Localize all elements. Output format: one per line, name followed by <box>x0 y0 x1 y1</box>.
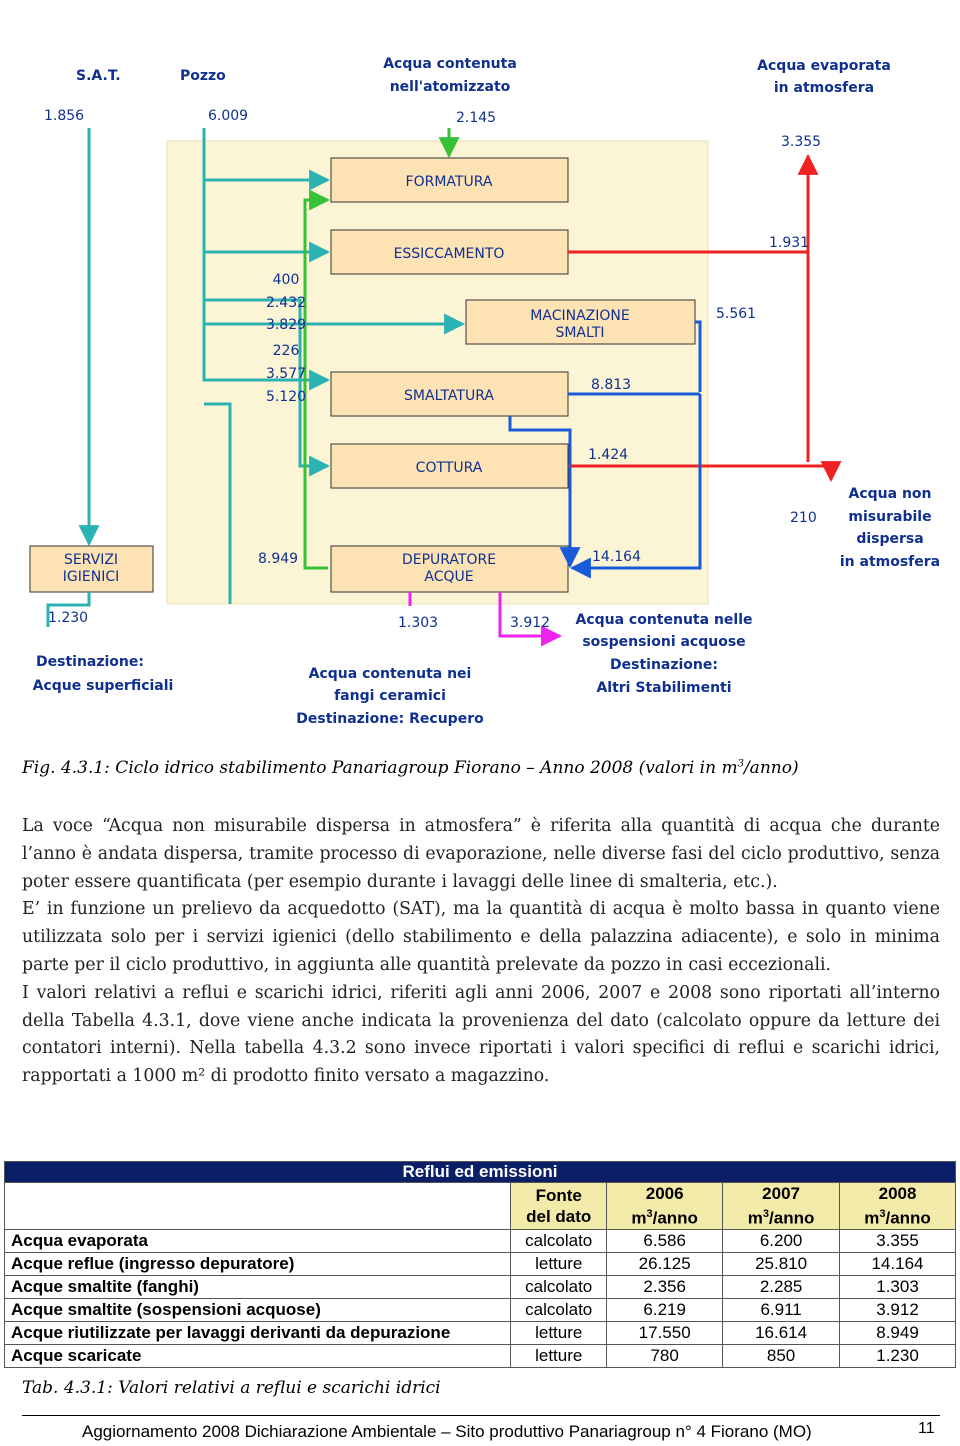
figure-caption-sup: 3 <box>737 758 744 770</box>
footer-divider <box>22 1415 940 1416</box>
fanghi-label-1: Acqua contenuta nei <box>308 666 472 682</box>
servizi-label-2: IGIENICI <box>62 569 120 585</box>
figure-caption-text: Fig. 4.3.1: Ciclo idrico stabilimento Panariagroup Fiorano – Anno 2008 (valori in m <box>22 758 738 778</box>
row-2008: 14.164 <box>840 1252 956 1275</box>
macinazione-label-2: SMALTI <box>555 325 605 341</box>
stack-value-2: 3.829 <box>265 317 307 333</box>
sat-label: S.A.T. <box>76 68 121 84</box>
stack-value-1: 2.432 <box>265 295 307 311</box>
row-label: Acque riutilizzate per lavaggi derivanti da depurazione <box>5 1321 511 1344</box>
essiccamento-label: ESSICCAMENTO <box>393 246 505 262</box>
year-label: 2007 <box>762 1184 800 1203</box>
table-header-row <box>5 1183 956 1230</box>
header-year-2007 <box>723 1183 840 1230</box>
sat-value: 1.856 <box>44 108 85 124</box>
value-1424: 1.424 <box>588 447 629 463</box>
atomizzato-value: 2.145 <box>456 110 497 126</box>
sospensioni-label-2: sospensioni acquose <box>582 634 746 650</box>
unit-sup: 3 <box>762 1208 770 1220</box>
value-1931: 1.931 <box>769 235 810 251</box>
row-2008: 1.303 <box>840 1275 956 1298</box>
table-row <box>5 1229 956 1252</box>
value-8949: 8.949 <box>258 551 299 567</box>
fanghi-label-2: fangi ceramici <box>334 688 446 704</box>
unit-pre: m <box>631 1208 647 1228</box>
superficiali-label-1: Destinazione: <box>36 654 144 670</box>
row-2006: 6.586 <box>607 1229 723 1252</box>
row-2006: 780 <box>607 1344 723 1367</box>
header-empty-cell <box>5 1183 511 1230</box>
row-fonte: letture <box>511 1344 607 1367</box>
row-fonte: calcolato <box>511 1298 607 1321</box>
table-caption: Tab. 4.3.1: Valori relativi a reflui e scarichi idrici <box>22 1378 441 1398</box>
row-2007: 6.911 <box>723 1298 840 1321</box>
value-8813: 8.813 <box>591 377 632 393</box>
macinazione-label-1: MACINAZIONE <box>530 308 630 324</box>
unit-pre: m <box>747 1208 763 1228</box>
figure-caption-suffix: /anno) <box>743 758 799 778</box>
superficiali-value: 1.230 <box>48 610 89 626</box>
unit-pre: m <box>864 1208 880 1228</box>
non-misurabile-4: in atmosfera <box>839 554 941 570</box>
cottura-label: COTTURA <box>415 460 483 476</box>
unit-post: /anno <box>652 1208 698 1228</box>
stack-value-4: 3.577 <box>265 366 307 382</box>
unit-sup: 3 <box>879 1208 886 1220</box>
row-label: Acque scaricate <box>5 1344 511 1367</box>
sospensioni-label-4: Altri Stabilimenti <box>596 680 732 696</box>
fanghi-label-3: Destinazione: Recupero <box>296 711 484 727</box>
row-label: Acque smaltite (fanghi) <box>5 1275 511 1298</box>
reflui-table <box>4 1161 956 1368</box>
sospensioni-value: 3.912 <box>510 615 551 631</box>
figure-caption <box>22 758 799 778</box>
row-fonte: letture <box>511 1321 607 1344</box>
row-2008: 3.912 <box>840 1298 956 1321</box>
row-label: Acqua evaporata <box>5 1229 511 1252</box>
page-number: 11 <box>918 1420 935 1437</box>
unit-post: /anno <box>769 1208 815 1228</box>
formatura-label: FORMATURA <box>405 174 493 190</box>
superficiali-label-2: Acque superficiali <box>32 678 174 694</box>
unit-sup: 3 <box>646 1208 653 1220</box>
sospensioni-label-1: Acqua contenuta nelle <box>575 612 753 628</box>
page-footer: Aggiornamento 2008 Dichiarazione Ambientale – Sito produttivo Panariagroup n° 4 Fiorano (MO) <box>82 1422 812 1441</box>
row-2007: 850 <box>723 1344 840 1367</box>
row-2006: 26.125 <box>607 1252 723 1275</box>
header-fonte-1: Fonte <box>535 1185 582 1205</box>
unit-post: /anno <box>885 1208 931 1228</box>
atomizzato-label-1: Acqua contenuta <box>383 56 517 72</box>
depuratore-label-2: ACQUE <box>424 569 474 585</box>
sospensioni-label-3: Destinazione: <box>610 657 718 673</box>
table-row <box>5 1298 956 1321</box>
paragraph: E’ in funzione un prelievo da acquedotto (SAT), ma la quantità di acqua è molto bassa in quanto viene utilizzata solo per i servizi igienici (dello stabilimento e della palazzina adiacente), e solo in minima parte per il ciclo produttivo, in aggiunta alle quantità prelevate da pozzo in casi eccezionali. <box>22 899 940 975</box>
row-2007: 2.285 <box>723 1275 840 1298</box>
row-2007: 6.200 <box>723 1229 840 1252</box>
stack-value-0: 400 <box>272 272 300 288</box>
smaltatura-label: SMALTATURA <box>404 388 494 404</box>
non-misurabile-3: dispersa <box>856 531 924 547</box>
non-misurabile-2: misurabile <box>848 509 932 525</box>
row-fonte: letture <box>511 1252 607 1275</box>
header-year-2006 <box>607 1183 723 1230</box>
table-title-row <box>5 1162 956 1183</box>
pozzo-value: 6.009 <box>208 108 249 124</box>
table-title: Reflui ed emissioni <box>5 1162 956 1183</box>
pozzo-label: Pozzo <box>180 68 226 84</box>
stack-value-5: 5.120 <box>265 389 307 405</box>
row-2008: 8.949 <box>840 1321 956 1344</box>
row-2007: 25.810 <box>723 1252 840 1275</box>
paragraph: La voce “Acqua non misurabile dispersa in atmosfera” è riferita alla quantità di acqua che durante l’anno è andata dispersa, tramite processo di evaporazione, nelle diverse fasi del ciclo produttivo, senza poter essere quantificata (per esempio durante i lavaggi delle linee di smalteria, etc.). <box>22 816 940 892</box>
table-row <box>5 1321 956 1344</box>
row-2006: 6.219 <box>607 1298 723 1321</box>
header-year-2008 <box>840 1183 956 1230</box>
row-fonte: calcolato <box>511 1229 607 1252</box>
fanghi-value: 1.303 <box>398 615 439 631</box>
row-label: Acque reflue (ingresso depuratore) <box>5 1252 511 1275</box>
header-fonte-2: del dato <box>526 1206 592 1226</box>
body-text <box>22 813 940 1091</box>
row-fonte: calcolato <box>511 1275 607 1298</box>
stack-value-3: 226 <box>272 343 300 359</box>
header-fonte <box>511 1183 607 1230</box>
year-label: 2008 <box>878 1184 917 1203</box>
row-2007: 16.614 <box>723 1321 840 1344</box>
row-2006: 17.550 <box>607 1321 723 1344</box>
evaporata-label-2: in atmosfera <box>773 80 875 96</box>
table-row <box>5 1344 956 1367</box>
evaporata-label-1: Acqua evaporata <box>757 58 891 74</box>
row-label: Acque smaltite (sospensioni acquose) <box>5 1298 511 1321</box>
value-210: 210 <box>790 510 817 526</box>
servizi-label-1: SERVIZI <box>63 552 119 568</box>
row-2006: 2.356 <box>607 1275 723 1298</box>
row-2008: 3.355 <box>840 1229 956 1252</box>
atomizzato-label-2: nell'atomizzato <box>389 79 511 95</box>
row-2008: 1.230 <box>840 1344 956 1367</box>
value-14164: 14.164 <box>592 549 641 565</box>
value-5561: 5.561 <box>716 306 757 322</box>
table-row <box>5 1252 956 1275</box>
paragraph: I valori relativi a reflui e scarichi idrici, riferiti agli anni 2006, 2007 e 2008 sono riportati all’interno della Tabella 4.3.1, dove viene anche indicata la provenienza del dato (calcolato oppure da letture dei contatori interni). Nella tabella 4.3.2 sono invece riportati i valori specifici di reflui e scarichi idrici, rapportati a 1000 m² di prodotto finito versato a magazzino. <box>22 982 940 1087</box>
year-label: 2006 <box>645 1184 684 1203</box>
evaporata-value: 3.355 <box>781 134 822 150</box>
non-misurabile-1: Acqua non <box>848 486 932 502</box>
table-row <box>5 1275 956 1298</box>
depuratore-label-1: DEPURATORE <box>401 552 497 568</box>
